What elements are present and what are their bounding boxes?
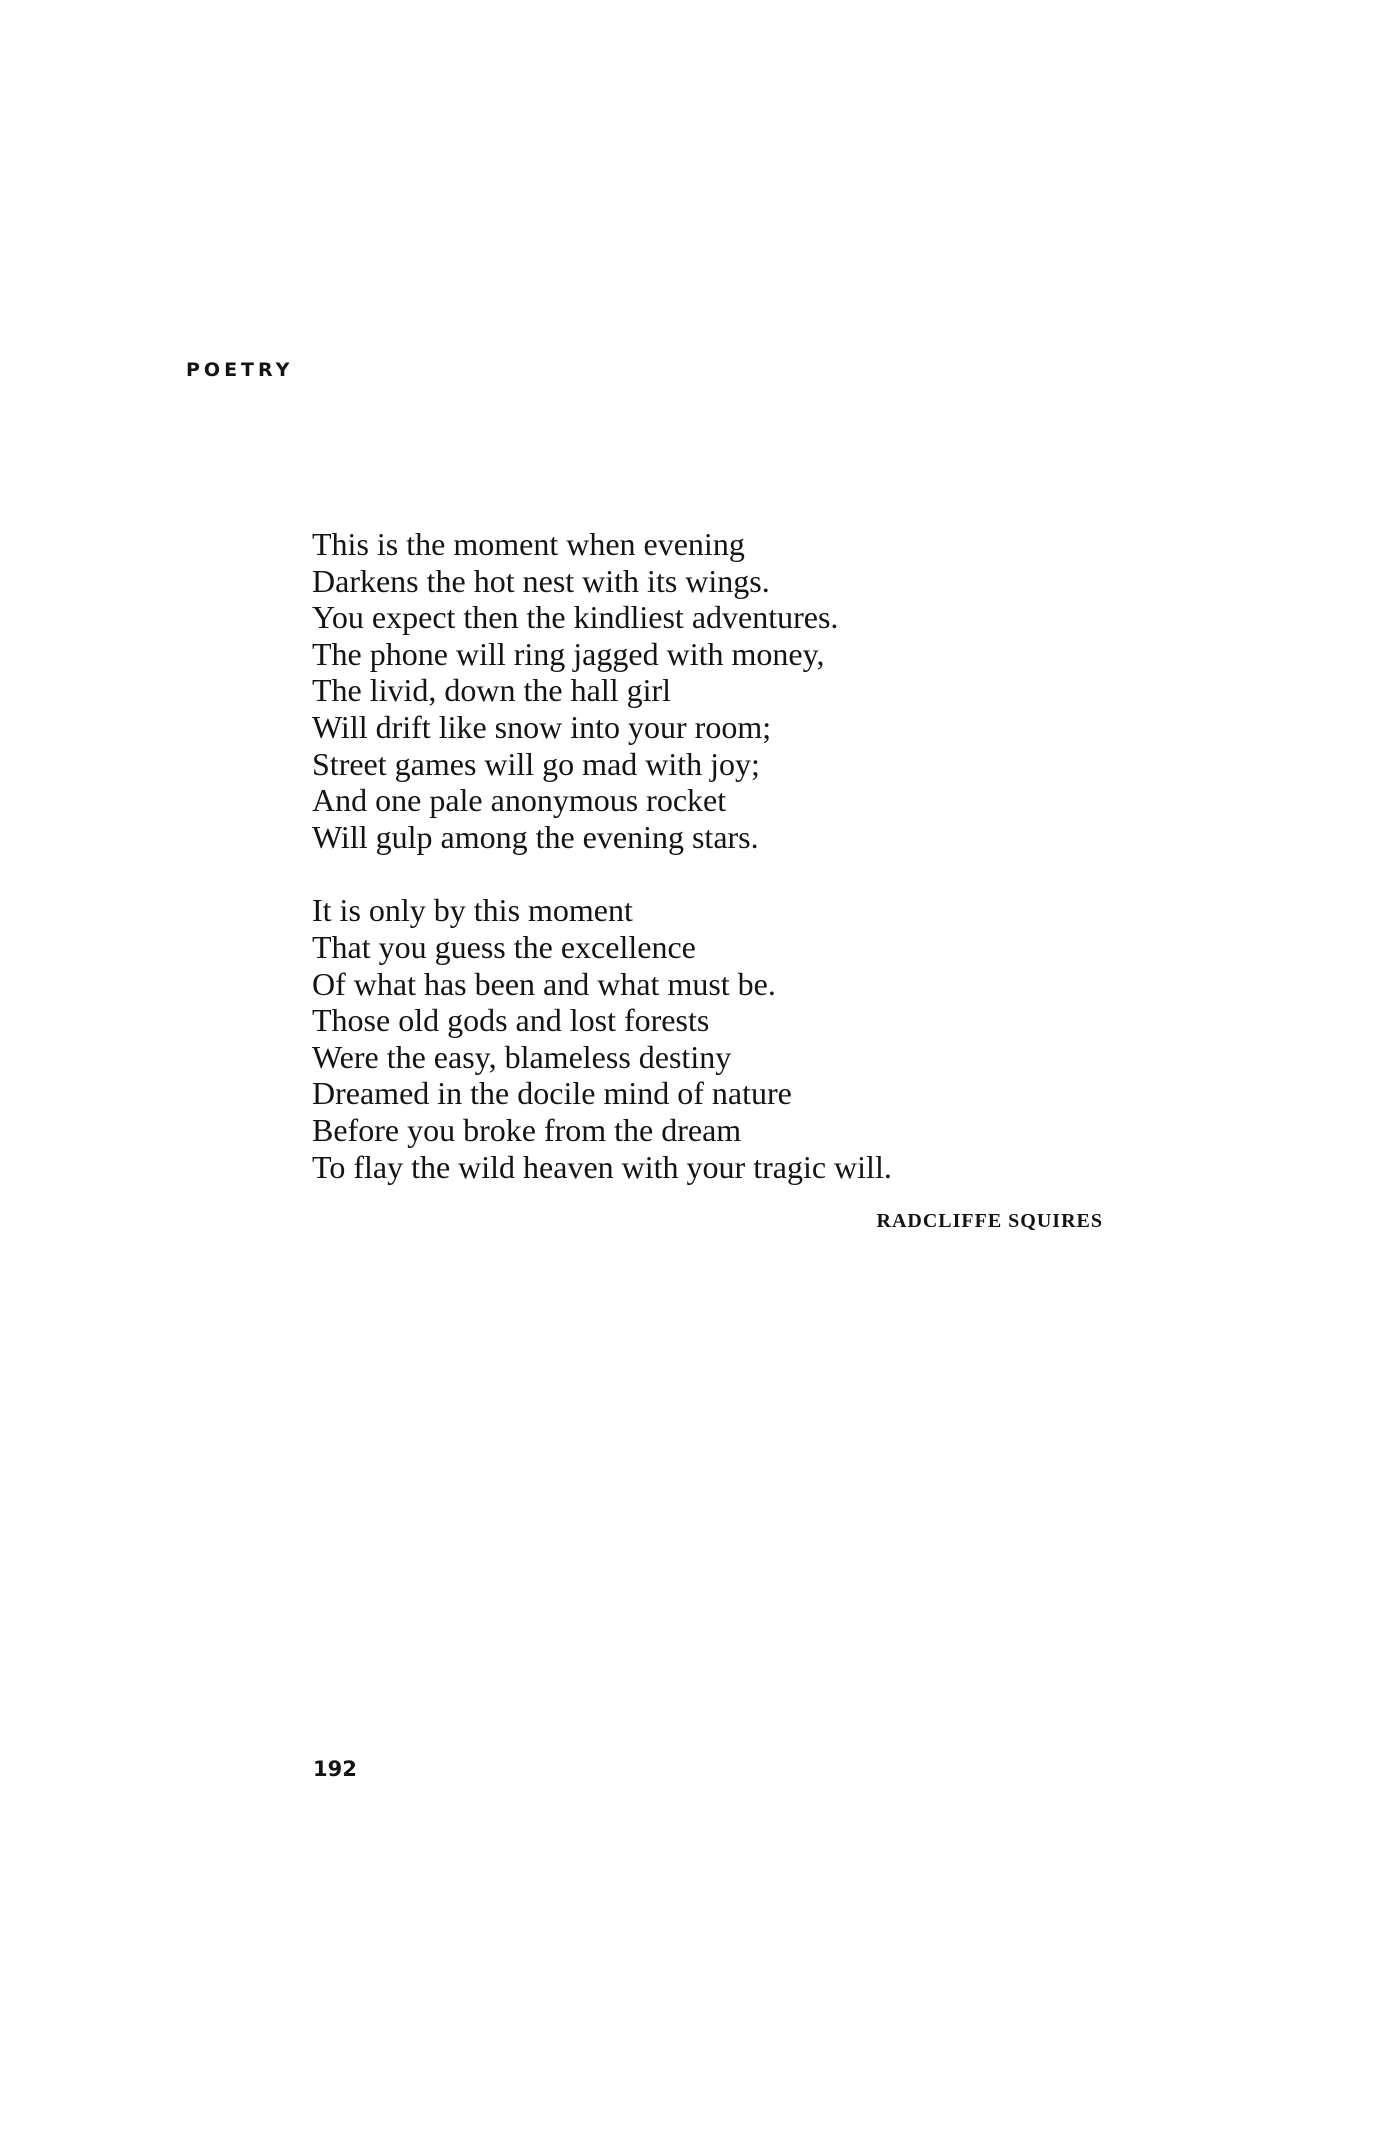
poem-line: Before you broke from the dream [312, 1111, 742, 1148]
poem-line: It is only by this moment [312, 892, 633, 929]
poem-line: Will gulp among the evening stars. [312, 818, 759, 855]
poem-body [312, 526, 1272, 1222]
poem-author: RADCLIFFE SQUIRES [876, 1210, 1103, 1232]
poem-line: That you guess the excellence [312, 928, 696, 965]
poem-line: You expect then the kindliest adventures. [312, 599, 839, 636]
page-number: 192 [313, 1757, 357, 1781]
poem-line: Dreamed in the docile mind of nature [312, 1075, 792, 1112]
running-head: POETRY [186, 359, 294, 381]
poem-line: Of what has been and what must be. [312, 965, 776, 1002]
stanza-1 [312, 526, 1272, 855]
poem-line: Street games will go mad with joy; [312, 745, 760, 782]
poem-line: Were the easy, blameless destiny [312, 1038, 732, 1075]
poem-line: The livid, down the hall girl [312, 672, 672, 709]
poem-line: To flay the wild heaven with your tragic will. [312, 1148, 892, 1185]
poem-line: And one pale anonymous rocket [312, 782, 727, 819]
poem-line: Will drift like snow into your room; [312, 708, 772, 745]
poem-line: This is the moment when evening [312, 526, 745, 562]
stanza-2 [312, 892, 1272, 1185]
poem-line: The phone will ring jagged with money, [312, 635, 825, 672]
poem-line: Darkens the hot nest with its wings. [312, 562, 770, 599]
poem-line: Those old gods and lost forests [312, 1002, 710, 1039]
